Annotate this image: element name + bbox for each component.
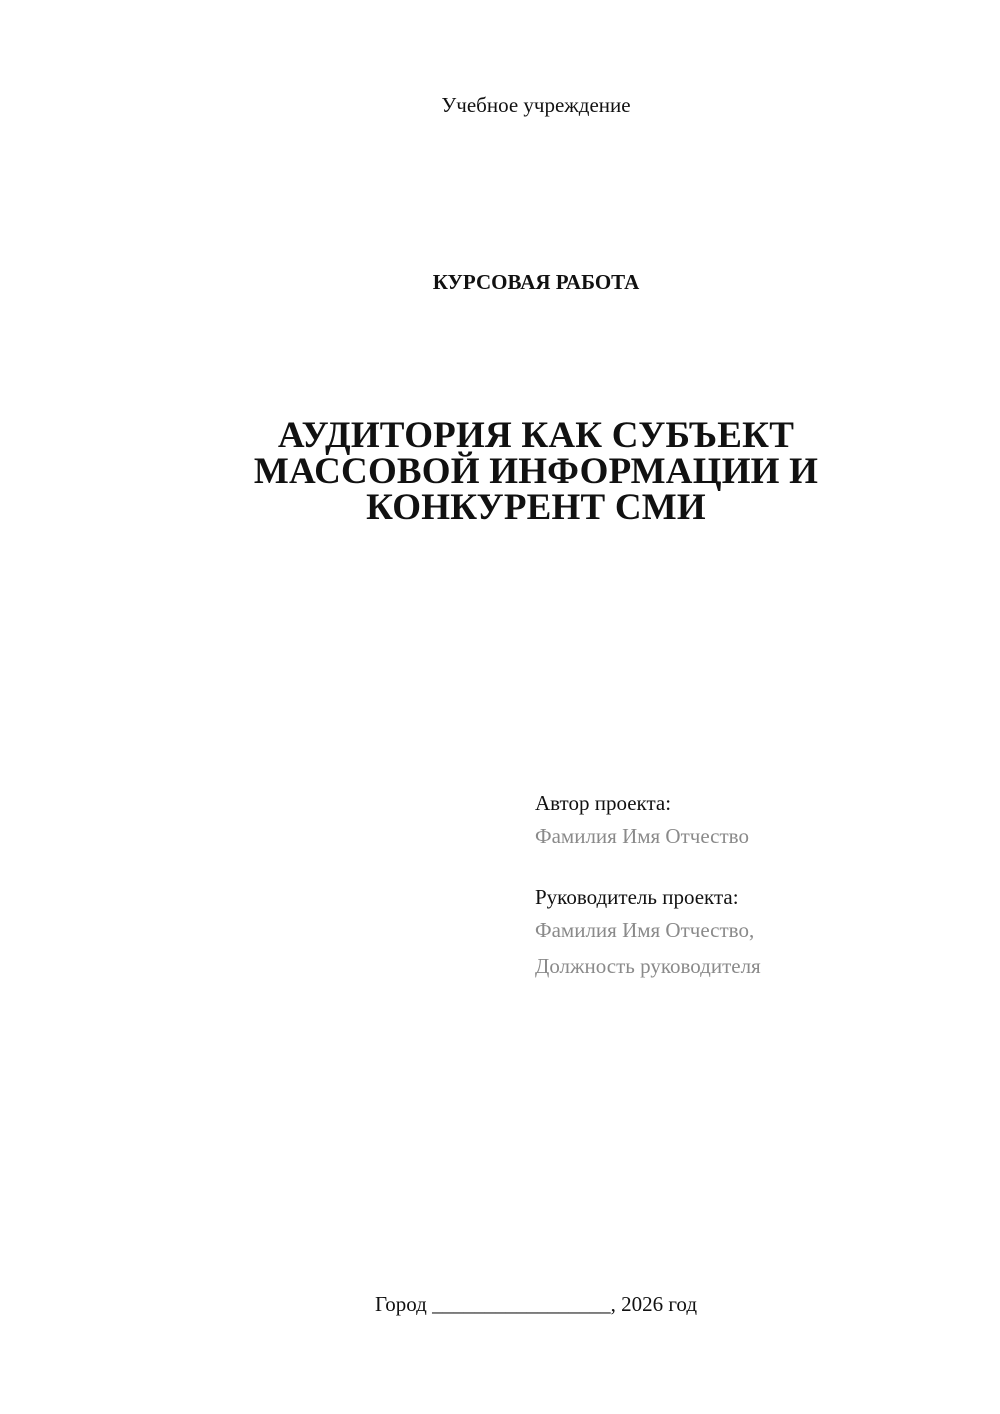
- document-title: [236, 415, 836, 528]
- author-name: Фамилия Имя Отчество: [535, 824, 749, 848]
- author-label: Автор проекта:: [535, 791, 672, 815]
- title-line: КОНКУРЕНТ СМИ: [366, 487, 706, 528]
- supervisor-position: Должность руководителя: [535, 954, 761, 978]
- city-year-footer: Город _________________, 2026 год: [374, 1292, 698, 1316]
- credits-block: [535, 788, 975, 984]
- supervisor-label: Руководитель проекта:: [535, 885, 739, 909]
- supervisor-name: Фамилия Имя Отчество,: [535, 918, 755, 942]
- title-line: МАССОВОЙ ИНФОРМАЦИИ И: [253, 451, 819, 492]
- title-line: АУДИТОРИЯ КАК СУБЪЕКТ: [277, 415, 795, 456]
- work-type-heading: КУРСОВАЯ РАБОТА: [432, 270, 640, 294]
- institution-name: Учебное учреждение: [441, 93, 631, 117]
